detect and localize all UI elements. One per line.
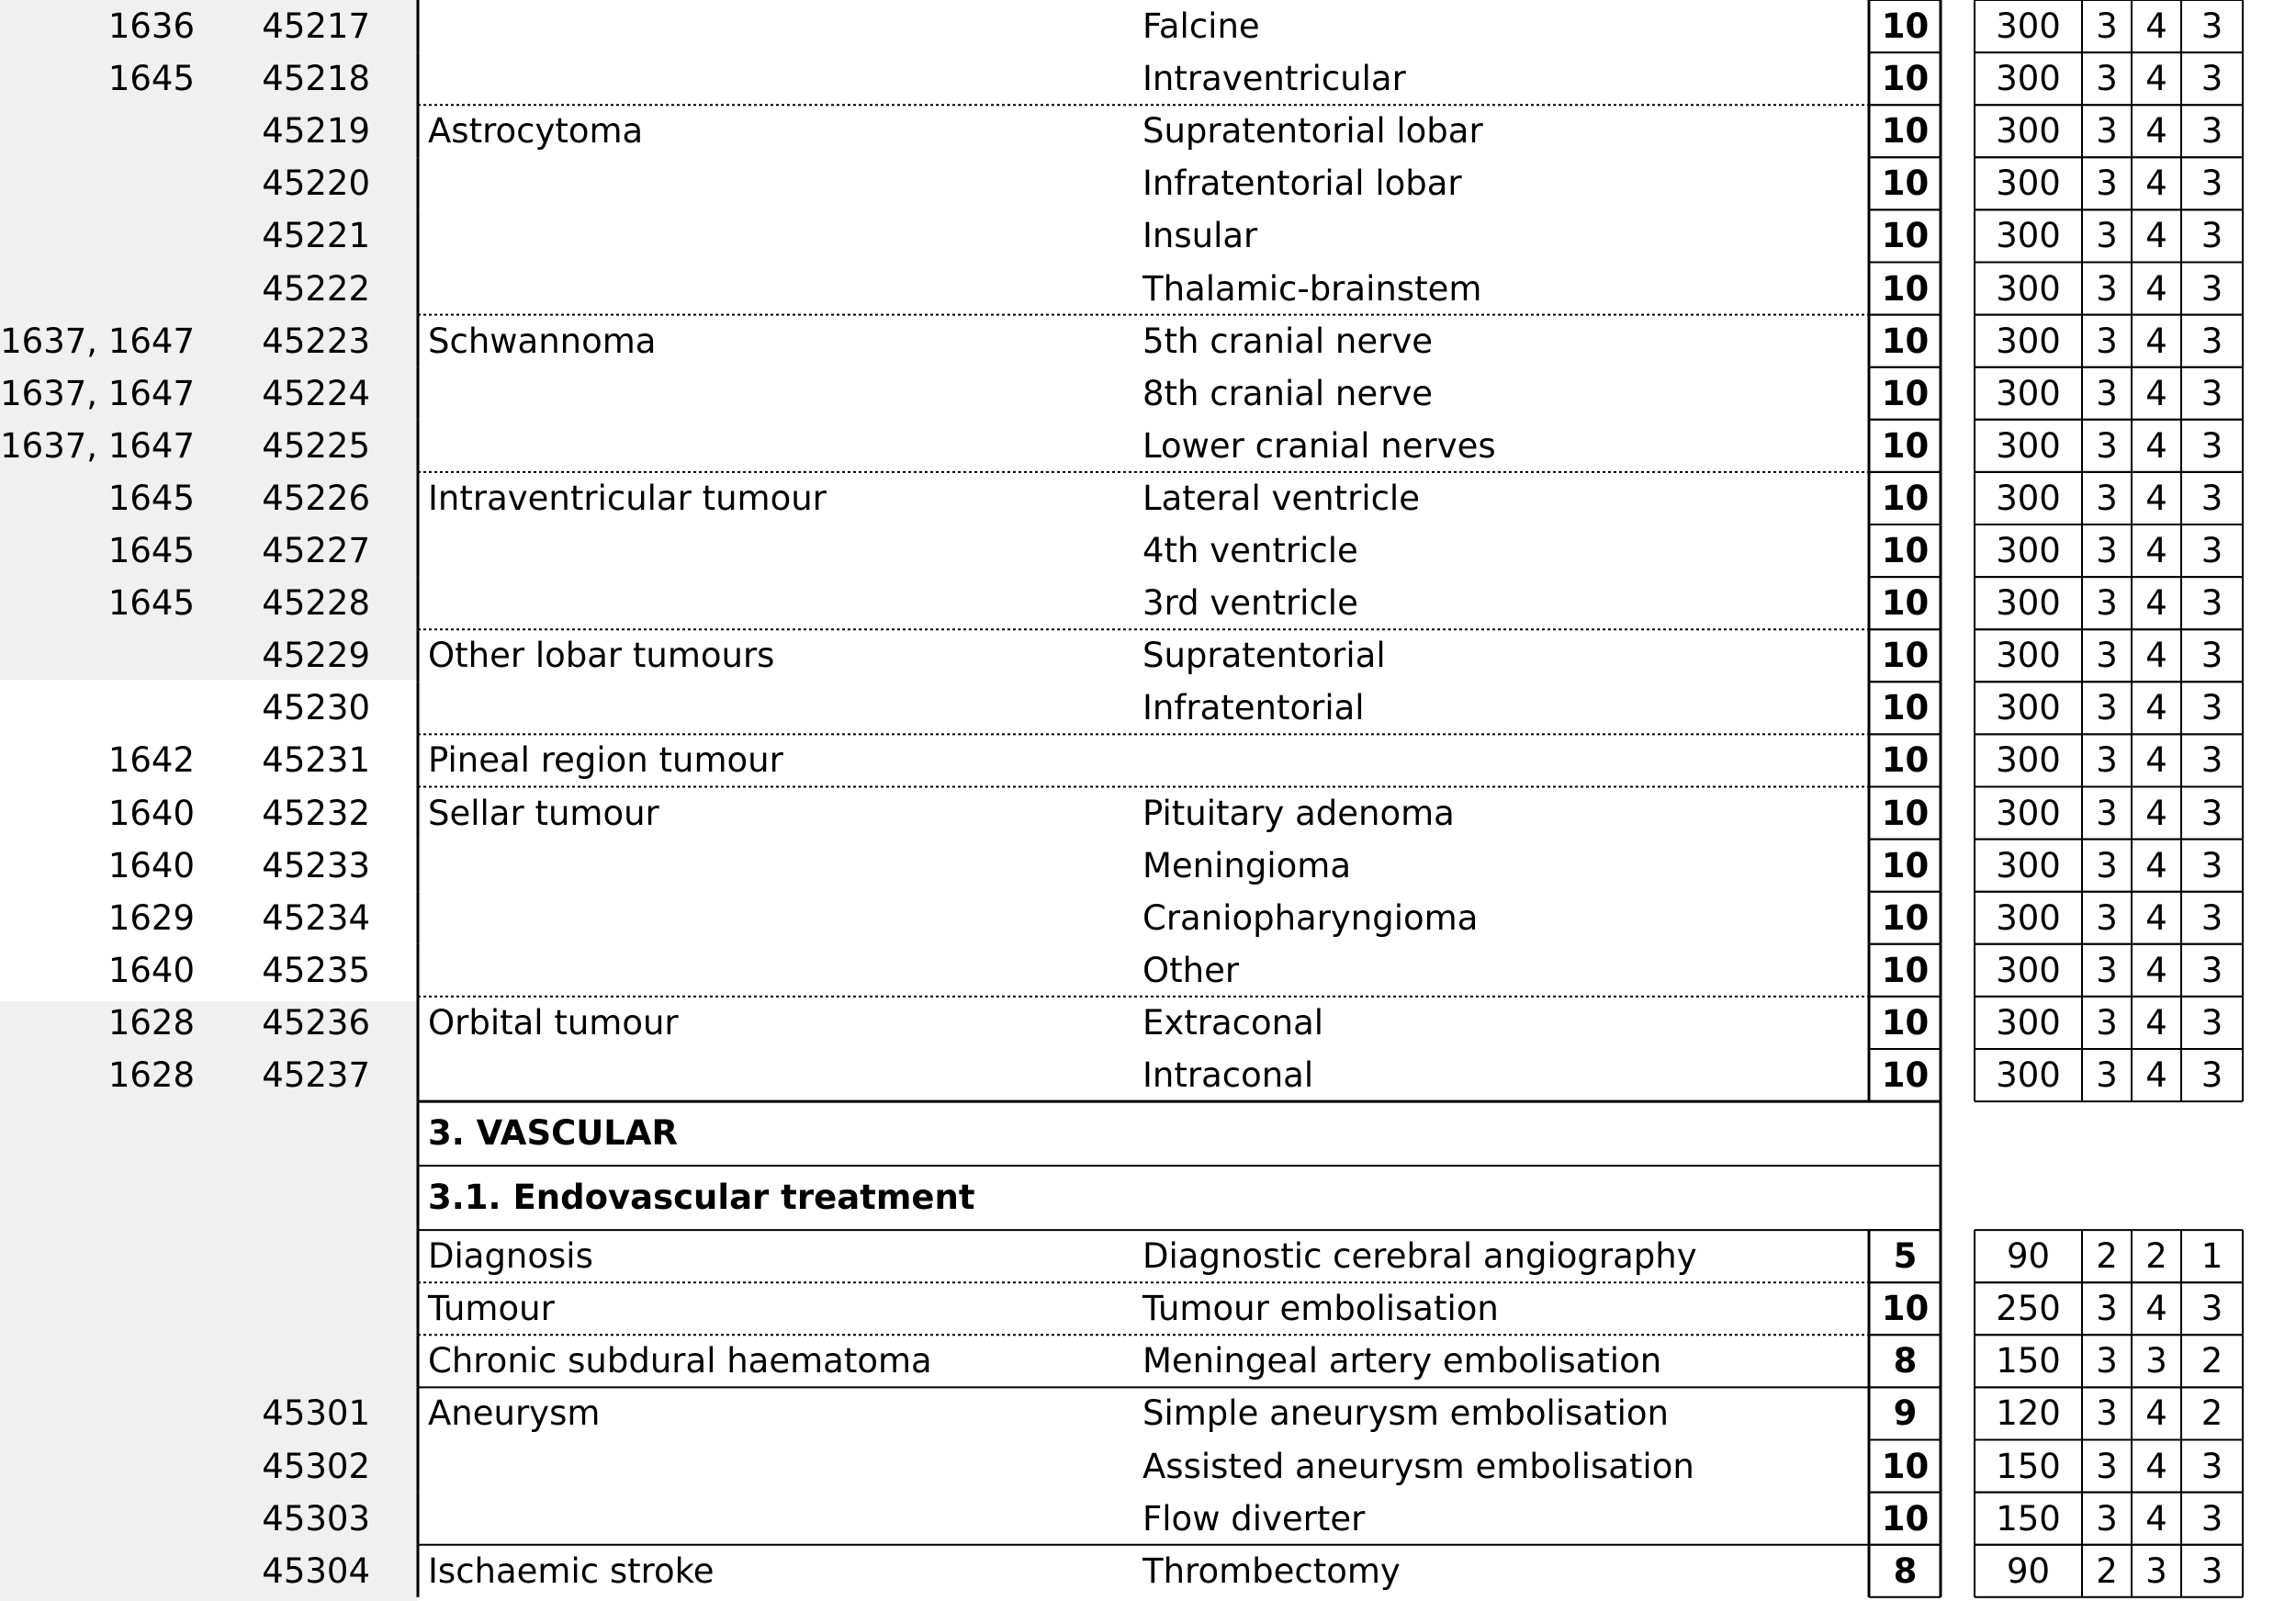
old-code-cell	[0, 263, 195, 315]
table-row	[0, 1049, 2296, 1101]
score-c-cell: 3	[2200, 845, 2223, 885]
procedure-code-cell: 45225	[262, 425, 370, 466]
score-c-cell: 3	[2200, 636, 2223, 676]
procedure-code-cell: 45232	[262, 793, 370, 833]
procedure-code-cell: 45230	[262, 688, 370, 728]
subcategory-cell: 5th cranial nerve	[1142, 321, 1434, 361]
score-a-cell: 3	[2096, 688, 2118, 728]
table-row	[0, 157, 2296, 209]
score-c-cell: 3	[2200, 1055, 2223, 1095]
points-cell: 10	[1881, 373, 1930, 413]
points-cell: 8	[1893, 1341, 1918, 1381]
old-code-cell: 1629	[107, 897, 195, 938]
score-b-cell: 4	[2145, 478, 2167, 518]
procedure-code-cell: 45227	[262, 531, 370, 570]
score-a-cell: 3	[2096, 1289, 2118, 1329]
time-cell: 300	[1996, 216, 2061, 256]
subcategory-cell: Supratentorial lobar	[1142, 111, 1483, 152]
subcategory-cell: Intraventricular	[1142, 59, 1406, 99]
score-c-cell: 3	[2200, 425, 2223, 466]
score-c-cell: 3	[2200, 583, 2223, 624]
score-c-cell: 3	[2200, 1446, 2223, 1486]
score-b-cell: 4	[2145, 425, 2167, 466]
old-code-cell: 1645	[107, 478, 195, 518]
points-cell: 10	[1881, 268, 1930, 309]
procedure-code-cell: 45221	[262, 216, 370, 256]
category-cell: Schwannoma	[428, 321, 657, 361]
time-cell: 150	[1996, 1446, 2061, 1486]
subcategory-cell: 8th cranial nerve	[1142, 373, 1434, 413]
score-c-cell: 3	[2200, 1550, 2223, 1591]
table-row	[0, 577, 2296, 629]
score-b-cell: 4	[2145, 373, 2167, 413]
score-a-cell: 3	[2096, 321, 2118, 361]
points-cell: 10	[1881, 321, 1930, 361]
score-a-cell: 3	[2096, 268, 2118, 309]
score-a-cell: 3	[2096, 845, 2118, 885]
table-row	[0, 1440, 2296, 1493]
subcategory-cell: Meningeal artery embolisation	[1142, 1341, 1662, 1381]
points-cell: 10	[1881, 478, 1930, 518]
points-cell: 10	[1881, 6, 1930, 46]
table-row	[0, 209, 2296, 262]
procedure-code-cell: 45236	[262, 1002, 370, 1043]
subcategory-cell: Extraconal	[1142, 1002, 1324, 1043]
points-cell: 5	[1893, 1236, 1918, 1277]
score-b-cell: 4	[2145, 1289, 2167, 1329]
time-cell: 300	[1996, 6, 2061, 46]
time-cell: 300	[1996, 845, 2061, 885]
subcategory-cell: Other	[1142, 950, 1240, 990]
score-b-cell: 4	[2145, 1446, 2167, 1486]
table-row	[0, 315, 2296, 367]
table-row	[0, 524, 2296, 577]
score-b-cell: 4	[2145, 6, 2167, 46]
table-row	[0, 0, 2296, 52]
procedure-code-cell: 45301	[262, 1393, 370, 1434]
points-cell: 10	[1881, 793, 1930, 833]
points-cell: 10	[1881, 845, 1930, 885]
category-cell: Orbital tumour	[428, 1002, 679, 1043]
time-cell: 300	[1996, 163, 2061, 204]
score-a-cell: 3	[2096, 950, 2118, 990]
time-cell: 250	[1996, 1289, 2061, 1329]
time-cell: 300	[1996, 636, 2061, 676]
table-row	[0, 892, 2296, 944]
points-cell: 10	[1881, 897, 1930, 938]
points-cell: 10	[1881, 1055, 1930, 1095]
time-cell: 90	[2006, 1236, 2051, 1277]
points-cell: 10	[1881, 59, 1930, 99]
time-cell: 300	[1996, 583, 2061, 624]
subcategory-cell: Insular	[1142, 216, 1258, 256]
score-b-cell: 4	[2145, 950, 2167, 990]
subcategory-cell: Falcine	[1142, 6, 1260, 46]
time-cell: 150	[1996, 1341, 2061, 1381]
score-b-cell: 4	[2145, 1055, 2167, 1095]
score-a-cell: 3	[2096, 1446, 2118, 1486]
time-cell: 300	[1996, 59, 2061, 99]
score-b-cell: 3	[2145, 1341, 2167, 1381]
score-b-cell: 2	[2145, 1236, 2167, 1277]
procedure-code-cell: 45222	[262, 268, 370, 309]
score-a-cell: 3	[2096, 740, 2118, 781]
procedure-code-cell: 45224	[262, 373, 370, 413]
subcategory-cell: Simple aneurysm embolisation	[1142, 1393, 1669, 1434]
points-cell: 10	[1881, 583, 1930, 624]
score-c-cell: 3	[2200, 373, 2223, 413]
score-b-cell: 4	[2145, 59, 2167, 99]
score-b-cell: 4	[2145, 897, 2167, 938]
score-b-cell: 4	[2145, 163, 2167, 204]
time-cell: 300	[1996, 1055, 2061, 1095]
procedure-code-cell	[230, 1282, 370, 1335]
table-row	[0, 787, 2296, 840]
subcategory-cell: Craniopharyngioma	[1142, 897, 1479, 938]
time-cell: 300	[1996, 425, 2061, 466]
time-cell: 300	[1996, 268, 2061, 309]
old-code-cell: 1640	[107, 845, 195, 885]
score-c-cell: 3	[2200, 478, 2223, 518]
category-cell: Diagnosis	[428, 1236, 593, 1277]
old-code-cell: 1645	[107, 59, 195, 99]
procedure-code-cell: 45235	[262, 950, 370, 990]
procedure-code-cell	[230, 1230, 370, 1282]
table-row	[0, 1387, 2296, 1439]
score-c-cell: 3	[2200, 111, 2223, 152]
old-code-cell: 1640	[107, 793, 195, 833]
score-b-cell: 4	[2145, 321, 2167, 361]
old-code-cell	[0, 105, 195, 157]
time-cell: 300	[1996, 531, 2061, 570]
score-b-cell: 4	[2145, 268, 2167, 309]
score-b-cell: 4	[2145, 845, 2167, 885]
table-row	[0, 997, 2296, 1049]
score-a-cell: 3	[2096, 59, 2118, 99]
category-cell: Astrocytoma	[428, 111, 644, 152]
score-c-cell: 3	[2200, 950, 2223, 990]
score-a-cell: 3	[2096, 793, 2118, 833]
time-cell: 90	[2006, 1550, 2051, 1591]
score-c-cell: 3	[2200, 268, 2223, 309]
subcategory-cell: Assisted aneurysm embolisation	[1142, 1446, 1694, 1486]
score-a-cell: 3	[2096, 478, 2118, 518]
subcategory-cell: Flow diverter	[1142, 1498, 1366, 1539]
old-code-cell	[0, 1230, 195, 1282]
score-b-cell: 4	[2145, 688, 2167, 728]
procedure-code-cell: 45302	[262, 1446, 370, 1486]
table-row	[0, 734, 2296, 786]
score-b-cell: 4	[2145, 1498, 2167, 1539]
points-cell: 10	[1881, 1002, 1930, 1043]
subcategory-cell: 3rd ventricle	[1142, 583, 1358, 624]
subcategory-cell: 4th ventricle	[1142, 531, 1358, 570]
table-row	[0, 840, 2296, 892]
time-cell: 300	[1996, 950, 2061, 990]
score-a-cell: 3	[2096, 636, 2118, 676]
subcategory-cell: Tumour embolisation	[1142, 1289, 1499, 1329]
subcategory-cell: Lower cranial nerves	[1142, 425, 1496, 466]
table-row	[0, 367, 2296, 420]
old-code-cell: 1645	[107, 583, 195, 624]
category-cell: Chronic subdural haematoma	[428, 1341, 932, 1381]
category-cell: Ischaemic stroke	[428, 1550, 715, 1591]
old-code-cell	[0, 1440, 195, 1493]
score-a-cell: 3	[2096, 1002, 2118, 1043]
score-c-cell: 3	[2200, 1498, 2223, 1539]
score-c-cell: 2	[2200, 1393, 2223, 1434]
procedure-code-cell: 45228	[262, 583, 370, 624]
subcategory-cell: Intraconal	[1142, 1055, 1314, 1095]
subcategory-cell: Thalamic-brainstem	[1142, 268, 1482, 309]
table-row	[0, 472, 2296, 524]
score-a-cell: 3	[2096, 425, 2118, 466]
points-cell: 10	[1881, 1498, 1930, 1539]
score-c-cell: 3	[2200, 688, 2223, 728]
score-c-cell: 3	[2200, 163, 2223, 204]
score-a-cell: 3	[2096, 1341, 2118, 1381]
score-b-cell: 4	[2145, 583, 2167, 624]
old-code-cell	[0, 157, 195, 209]
category-cell: Aneurysm	[428, 1393, 601, 1434]
subcategory-cell: Infratentorial	[1142, 688, 1365, 728]
points-cell: 10	[1881, 740, 1930, 781]
time-cell: 300	[1996, 373, 2061, 413]
subcategory-cell: Lateral ventricle	[1142, 478, 1420, 518]
score-b-cell: 4	[2145, 531, 2167, 570]
old-code-cell: 1645	[107, 531, 195, 570]
old-code-cell	[0, 1545, 195, 1597]
section-heading: 3.1. Endovascular treatment	[428, 1178, 975, 1218]
procedure-code-cell: 45231	[262, 740, 370, 781]
procedure-code-cell: 45219	[262, 111, 370, 152]
table-row	[0, 1282, 2296, 1335]
subcategory-cell: Meningioma	[1142, 845, 1351, 885]
score-a-cell: 3	[2096, 1498, 2118, 1539]
category-cell: Intraventricular tumour	[428, 478, 827, 518]
old-code-cell	[0, 1335, 195, 1387]
table-row	[0, 263, 2296, 315]
old-code-cell: 1637, 1647	[0, 373, 195, 413]
score-c-cell: 3	[2200, 6, 2223, 46]
subcategory-cell: Supratentorial	[1142, 636, 1386, 676]
table-row	[0, 1493, 2296, 1545]
score-a-cell: 3	[2096, 897, 2118, 938]
table-row	[0, 105, 2296, 157]
points-cell: 9	[1893, 1393, 1918, 1434]
procedure-code-cell: 45218	[262, 59, 370, 99]
table-row	[0, 1335, 2296, 1387]
procedure-code-cell: 45223	[262, 321, 370, 361]
old-code-cell	[0, 682, 195, 734]
procedure-code-cell: 45217	[262, 6, 370, 46]
section-heading: 3. VASCULAR	[428, 1113, 678, 1154]
points-cell: 10	[1881, 111, 1930, 152]
points-cell: 10	[1881, 425, 1930, 466]
table-row	[0, 682, 2296, 734]
procedure-code-cell: 45237	[262, 1055, 370, 1095]
old-code-cell: 1637, 1647	[0, 425, 195, 466]
procedure-code-cell: 45234	[262, 897, 370, 938]
points-cell: 10	[1881, 216, 1930, 256]
score-a-cell: 3	[2096, 163, 2118, 204]
score-a-cell: 3	[2096, 373, 2118, 413]
score-b-cell: 4	[2145, 216, 2167, 256]
score-a-cell: 3	[2096, 531, 2118, 570]
score-b-cell: 4	[2145, 111, 2167, 152]
table-row	[0, 944, 2296, 997]
time-cell: 300	[1996, 688, 2061, 728]
time-cell: 150	[1996, 1498, 2061, 1539]
points-cell: 10	[1881, 950, 1930, 990]
subcategory-cell: Infratentorial lobar	[1142, 163, 1462, 204]
points-cell: 10	[1881, 1446, 1930, 1486]
old-code-cell: 1636	[107, 6, 195, 46]
old-code-cell: 1628	[107, 1002, 195, 1043]
score-b-cell: 4	[2145, 1002, 2167, 1043]
old-code-cell: 1628	[107, 1055, 195, 1095]
score-c-cell: 1	[2200, 1236, 2223, 1277]
old-code-cell	[0, 209, 195, 262]
score-c-cell: 3	[2200, 793, 2223, 833]
score-c-cell: 3	[2200, 59, 2223, 99]
score-a-cell: 2	[2096, 1550, 2118, 1591]
time-cell: 300	[1996, 321, 2061, 361]
table-row	[0, 1230, 2296, 1282]
table-row	[0, 1545, 2296, 1597]
score-c-cell: 3	[2200, 216, 2223, 256]
points-cell: 10	[1881, 531, 1930, 570]
time-cell: 300	[1996, 793, 2061, 833]
old-code-cell	[0, 1493, 195, 1545]
table-row	[0, 52, 2296, 105]
score-a-cell: 3	[2096, 583, 2118, 624]
old-code-cell: 1637, 1647	[0, 321, 195, 361]
score-a-cell: 3	[2096, 6, 2118, 46]
points-cell: 10	[1881, 163, 1930, 204]
procedure-code-cell: 45233	[262, 845, 370, 885]
time-cell: 300	[1996, 1002, 2061, 1043]
score-c-cell: 3	[2200, 321, 2223, 361]
points-cell: 10	[1881, 636, 1930, 676]
score-c-cell: 3	[2200, 531, 2223, 570]
old-code-cell	[0, 1387, 195, 1439]
score-a-cell: 3	[2096, 1393, 2118, 1434]
score-b-cell: 4	[2145, 740, 2167, 781]
procedure-code-cell: 45303	[262, 1498, 370, 1539]
old-code-cell: 1642	[107, 740, 195, 781]
procedure-code-cell: 45229	[262, 636, 370, 676]
subcategory-cell: Pituitary adenoma	[1142, 793, 1455, 833]
table-row	[0, 629, 2296, 682]
time-cell: 120	[1996, 1393, 2061, 1434]
score-b-cell: 4	[2145, 636, 2167, 676]
score-b-cell: 3	[2145, 1550, 2167, 1591]
category-cell: Other lobar tumours	[428, 636, 775, 676]
old-code-cell	[0, 629, 195, 682]
procedure-code-cell: 45226	[262, 478, 370, 518]
procedure-code-cell: 45304	[262, 1550, 370, 1591]
category-cell: Sellar tumour	[428, 793, 659, 833]
score-b-cell: 4	[2145, 793, 2167, 833]
time-cell: 300	[1996, 478, 2061, 518]
score-c-cell: 3	[2200, 897, 2223, 938]
category-cell: Tumour	[428, 1289, 555, 1329]
time-cell: 300	[1996, 897, 2061, 938]
score-a-cell: 3	[2096, 111, 2118, 152]
score-a-cell: 3	[2096, 216, 2118, 256]
old-code-cell: 1640	[107, 950, 195, 990]
procedure-code-cell: 45220	[262, 163, 370, 204]
points-cell: 10	[1881, 688, 1930, 728]
score-c-cell: 3	[2200, 740, 2223, 781]
subcategory-cell: Thrombectomy	[1142, 1550, 1401, 1591]
time-cell: 300	[1996, 740, 2061, 781]
points-cell: 10	[1881, 1289, 1930, 1329]
points-cell: 8	[1893, 1550, 1918, 1591]
table-row	[0, 420, 2296, 472]
score-a-cell: 2	[2096, 1236, 2118, 1277]
category-cell: Pineal region tumour	[428, 740, 783, 781]
score-c-cell: 3	[2200, 1289, 2223, 1329]
score-a-cell: 3	[2096, 1055, 2118, 1095]
score-b-cell: 4	[2145, 1393, 2167, 1434]
time-cell: 300	[1996, 111, 2061, 152]
old-code-cell	[0, 1282, 195, 1335]
subcategory-cell: Diagnostic cerebral angiography	[1142, 1236, 1697, 1277]
score-c-cell: 2	[2200, 1341, 2223, 1381]
score-c-cell: 3	[2200, 1002, 2223, 1043]
procedure-code-cell	[230, 1335, 370, 1387]
